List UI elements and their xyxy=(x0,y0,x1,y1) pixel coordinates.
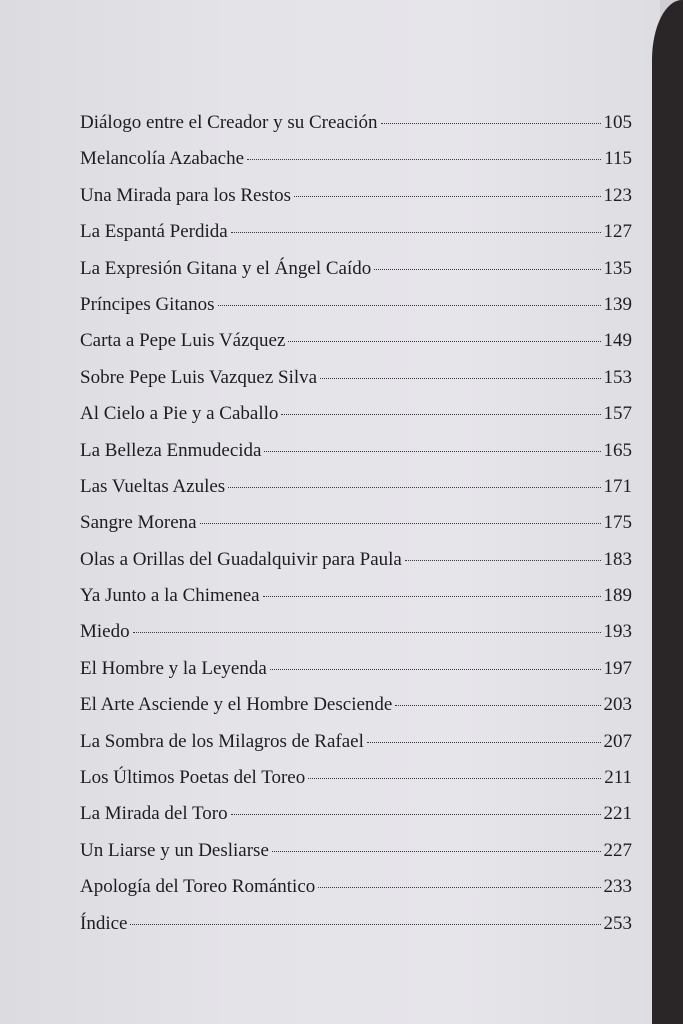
toc-dot-leader xyxy=(231,814,601,815)
toc-entry xyxy=(80,840,632,876)
toc-dot-leader xyxy=(130,924,600,925)
toc-entry xyxy=(80,585,632,621)
toc-entry-page-number: 203 xyxy=(603,694,632,716)
toc-entry xyxy=(80,549,632,585)
table-of-contents xyxy=(80,112,632,949)
toc-entry-page-number: 189 xyxy=(603,585,632,607)
toc-entry-title: Sangre Morena xyxy=(80,512,197,534)
book-cover-edge xyxy=(652,0,683,1024)
toc-entry xyxy=(80,512,632,548)
toc-entry-page-number: 115 xyxy=(604,148,632,170)
toc-entry xyxy=(80,621,632,657)
toc-entry xyxy=(80,876,632,912)
toc-entry xyxy=(80,694,632,730)
toc-entry-title: La Belleza Enmudecida xyxy=(80,439,262,461)
toc-entry-title: Sobre Pepe Luis Vazquez Silva xyxy=(80,366,318,388)
toc-entry-title: El Arte Asciende y el Hombre Desciende xyxy=(80,694,393,716)
toc-entry-page-number: 175 xyxy=(603,512,632,534)
toc-dot-leader xyxy=(264,451,600,452)
toc-entry-title: Príncipes Gitanos xyxy=(80,293,215,315)
toc-dot-leader xyxy=(308,778,601,779)
toc-entry-page-number: 153 xyxy=(603,366,632,388)
toc-entry-page-number: 193 xyxy=(603,621,632,643)
toc-entry-page-number: 149 xyxy=(603,330,632,352)
toc-entry xyxy=(80,403,632,439)
toc-entry xyxy=(80,221,632,257)
toc-entry-title: Olas a Orillas del Guadalquivir para Paula xyxy=(80,548,402,570)
toc-entry-page-number: 139 xyxy=(603,293,632,315)
toc-entry-title: Los Últimos Poetas del Toreo xyxy=(80,767,306,789)
toc-entry xyxy=(80,913,632,949)
toc-entry-title: Índice xyxy=(80,912,128,934)
toc-entry xyxy=(80,112,632,148)
toc-entry xyxy=(80,658,632,694)
toc-entry-title: Ya Junto a la Chimenea xyxy=(80,585,260,607)
toc-entry-page-number: 123 xyxy=(603,184,632,206)
toc-entry-title: Diálogo entre el Creador y su Creación xyxy=(80,112,378,133)
toc-dot-leader xyxy=(374,269,600,270)
toc-dot-leader xyxy=(133,632,601,633)
toc-entry-page-number: 127 xyxy=(603,221,632,243)
toc-entry-title: Carta a Pepe Luis Vázquez xyxy=(80,330,286,352)
toc-entry xyxy=(80,476,632,512)
toc-dot-leader xyxy=(200,523,601,524)
toc-dot-leader xyxy=(367,742,601,743)
toc-entry-title: La Mirada del Toro xyxy=(80,803,228,825)
toc-entry-title: Miedo xyxy=(80,621,130,643)
toc-dot-leader xyxy=(218,305,601,306)
toc-entry xyxy=(80,803,632,839)
toc-entry-page-number: 227 xyxy=(603,839,632,861)
toc-dot-leader xyxy=(405,560,601,561)
toc-entry-title: Apología del Toreo Romántico xyxy=(80,876,316,898)
toc-entry-page-number: 211 xyxy=(604,767,632,789)
toc-dot-leader xyxy=(320,378,600,379)
toc-dot-leader xyxy=(395,705,600,706)
toc-entry-title: Una Mirada para los Restos xyxy=(80,184,292,206)
toc-dot-leader xyxy=(294,196,600,197)
toc-dot-leader xyxy=(281,414,600,415)
toc-entry-title: Un Liarse y un Desliarse xyxy=(80,839,269,861)
toc-entry xyxy=(80,294,632,330)
toc-entry-page-number: 207 xyxy=(603,730,632,752)
toc-entry-title: Las Vueltas Azules xyxy=(80,475,226,497)
toc-entry xyxy=(80,367,632,403)
toc-entry-page-number: 221 xyxy=(603,803,632,825)
toc-dot-leader xyxy=(231,232,601,233)
toc-entry xyxy=(80,148,632,184)
toc-entry-page-number: 157 xyxy=(603,403,632,425)
toc-entry-page-number: 171 xyxy=(603,475,632,497)
toc-entry xyxy=(80,330,632,366)
toc-entry-title: Melancolía Azabache xyxy=(80,148,245,170)
toc-entry-title: La Sombra de los Milagros de Rafael xyxy=(80,730,364,752)
toc-entry-page-number: 197 xyxy=(603,657,632,679)
toc-entry xyxy=(80,767,632,803)
toc-dot-leader xyxy=(247,159,601,160)
toc-entry xyxy=(80,731,632,767)
toc-dot-leader xyxy=(263,596,601,597)
toc-dot-leader xyxy=(272,851,601,852)
toc-entry-page-number: 183 xyxy=(603,548,632,570)
toc-dot-leader xyxy=(270,669,601,670)
toc-entry-title: La Espantá Perdida xyxy=(80,221,228,243)
toc-dot-leader xyxy=(318,887,600,888)
toc-entry xyxy=(80,440,632,476)
toc-dot-leader xyxy=(228,487,600,488)
toc-dot-leader xyxy=(381,123,601,124)
toc-entry xyxy=(80,258,632,294)
toc-entry-page-number: 165 xyxy=(603,439,632,461)
toc-entry-page-number: 105 xyxy=(603,112,632,133)
toc-entry-title: Al Cielo a Pie y a Caballo xyxy=(80,403,279,425)
toc-entry xyxy=(80,185,632,221)
toc-entry-page-number: 135 xyxy=(603,257,632,279)
toc-dot-leader xyxy=(288,341,600,342)
toc-entry-title: El Hombre y la Leyenda xyxy=(80,657,267,679)
toc-entry-title: La Expresión Gitana y el Ángel Caído xyxy=(80,257,372,279)
toc-entry-page-number: 253 xyxy=(603,912,632,934)
toc-entry-page-number: 233 xyxy=(603,876,632,898)
